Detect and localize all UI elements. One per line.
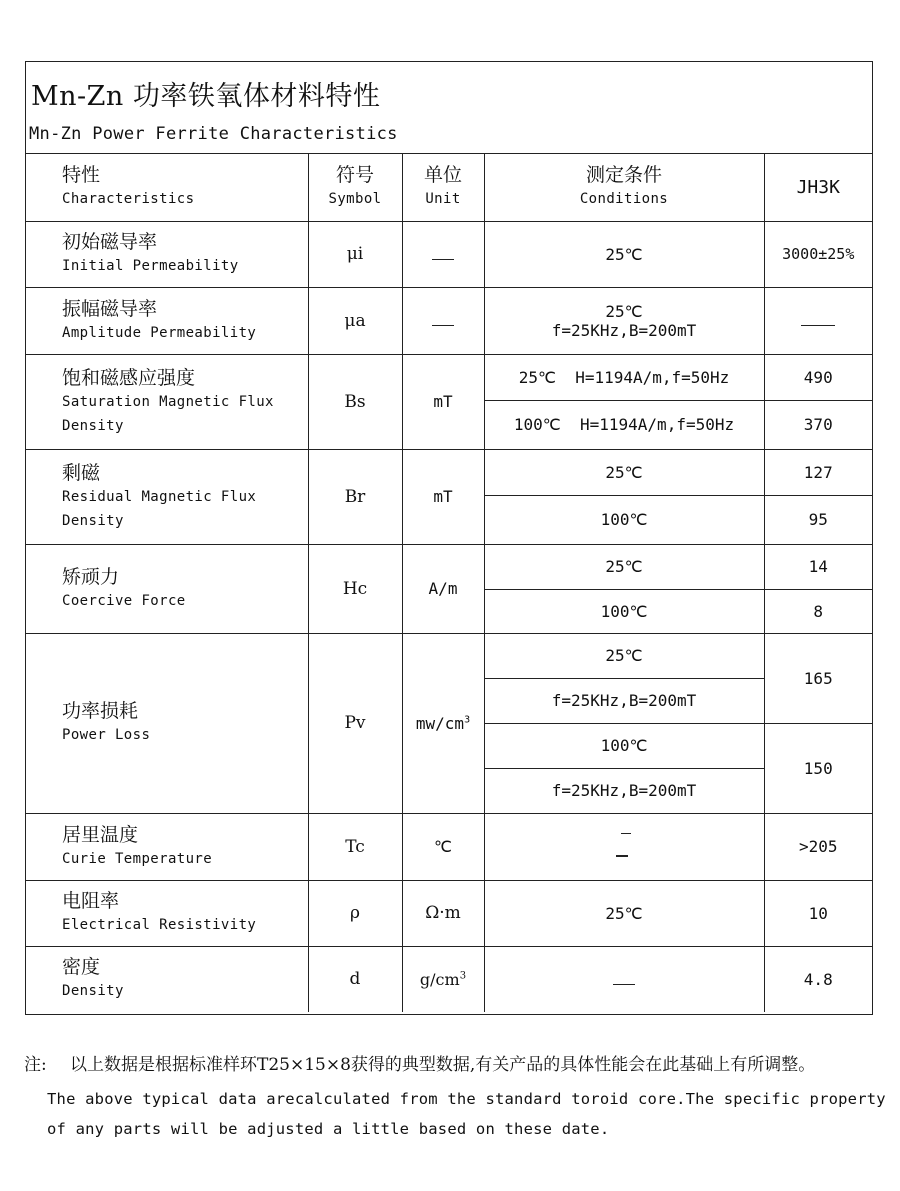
row-name-en: Coercive Force [62, 592, 186, 609]
empty-dash [432, 249, 454, 260]
row-name-cell [26, 449, 308, 544]
col-header-conditions [484, 154, 764, 221]
row-name-zh: 剩磁 [62, 461, 101, 484]
empty-dash [613, 974, 635, 985]
unit-exponent: 3 [459, 970, 467, 982]
spec-sheet [25, 61, 873, 1015]
row-name-en: Density [62, 983, 124, 1000]
condition-line: f=25KHz,B=200mT [551, 320, 697, 340]
value-cell: 4.8 [764, 946, 872, 1012]
row-name-cell [26, 221, 308, 287]
footnote-label: 注: [24, 1055, 47, 1075]
footnote-en: The above typical data arecalculated from the standard toroid core.The specific property of any parts will be adjusted a little based on these date. [47, 1090, 886, 1138]
value-cell: 127 [764, 449, 872, 495]
characteristics-table [26, 154, 872, 1012]
unit-cell: mT [402, 449, 484, 544]
condition-cell: 25℃ H=1194A/m,f=50Hz [484, 354, 764, 400]
symbol-cell: Hc [308, 544, 402, 633]
value-cell: 95 [764, 495, 872, 544]
table-row [26, 946, 872, 1012]
row-name-cell [26, 544, 308, 633]
row-name-zh: 振幅磁导率 [62, 297, 158, 320]
row-name-zh: 饱和磁感应强度 [62, 366, 196, 389]
condition-cell: 25℃ [484, 221, 764, 287]
row-name-zh: 密度 [62, 956, 101, 979]
value-cell: 490 [764, 354, 872, 400]
unit-text: g/cm [419, 969, 460, 989]
footnote-zh [24, 1052, 884, 1078]
value-cell: >205 [764, 813, 872, 880]
col-header-symbol [308, 154, 402, 221]
condition-cell [484, 287, 764, 354]
condition-cell: 100℃ [484, 495, 764, 544]
unit-cell [402, 946, 484, 1012]
row-name-zh: 居里温度 [62, 823, 139, 846]
empty-dash [432, 315, 454, 326]
table-row [26, 287, 872, 354]
table-row [26, 221, 872, 287]
row-name-en: Power Loss [62, 727, 151, 743]
row-name-cell [26, 633, 308, 813]
condition-cell: 25℃ [484, 880, 764, 946]
row-name-en: Saturation Magnetic Flux Density [62, 393, 274, 434]
row-name-en: Curie Temperature [62, 850, 213, 867]
row-name-cell [26, 813, 308, 880]
condition-cell: 100℃ [484, 723, 764, 768]
row-name-en: Electrical Resistivity [62, 917, 257, 933]
col-header-conditions-en: Conditions [579, 191, 669, 208]
row-name-zh: 功率损耗 [62, 700, 139, 722]
row-name-zh: 初始磁导率 [62, 231, 158, 253]
col-header-unit [402, 154, 484, 221]
row-name-en: Residual Magnetic Flux Density [62, 488, 257, 529]
condition-cell: f=25KHz,B=200mT [484, 678, 764, 723]
row-name-cell [26, 287, 308, 354]
col-header-symbol-zh: 符号 [335, 164, 374, 187]
condition-cell: 100℃ [484, 589, 764, 633]
table-row [26, 880, 872, 946]
row-name-cell [26, 354, 308, 449]
value-cell: 370 [764, 400, 872, 449]
table-row [26, 633, 872, 678]
condition-cell: 25℃ [484, 544, 764, 589]
value-cell: 150 [764, 723, 872, 813]
col-header-conditions-zh: 测定条件 [585, 164, 662, 187]
col-header-grade: JH3K [764, 154, 872, 221]
value-cell: 14 [764, 544, 872, 589]
footnote [24, 1052, 884, 1144]
condition-cell [484, 813, 764, 880]
col-header-unit-en: Unit [425, 191, 461, 208]
table-row [26, 449, 872, 495]
unit-cell: ℃ [402, 813, 484, 880]
row-name-en: Initial Permeability [62, 258, 239, 274]
unit-cell: Ω·m [402, 880, 484, 946]
page-title-zh: Mn-Zn 功率铁氧体材料特性 [31, 81, 381, 112]
value-cell: 8 [764, 589, 872, 633]
footnote-zh-text: 以上数据是根据标准样环T25×15×8获得的典型数据,有关产品的具体性能会在此基础上有所调整。 [70, 1055, 816, 1075]
page-title-en: Mn-Zn Power Ferrite Characteristics [29, 124, 398, 144]
table-row [26, 354, 872, 400]
symbol-cell: μa [308, 287, 402, 354]
unit-cell: A/m [402, 544, 484, 633]
row-name-cell [26, 946, 308, 1012]
row-name-en: Amplitude Permeability [62, 324, 257, 341]
row-name-zh: 矫顽力 [62, 565, 120, 588]
symbol-cell: d [308, 946, 402, 1012]
row-name-zh: 电阻率 [62, 890, 120, 912]
condition-cell: 25℃ [484, 633, 764, 678]
condition-cell: f=25KHz,B=200mT [484, 768, 764, 813]
symbol-cell: Tc [308, 813, 402, 880]
table-row [26, 544, 872, 589]
col-header-characteristics-en: Characteristics [62, 191, 195, 208]
value-cell [764, 287, 872, 354]
col-header-unit-zh: 单位 [423, 164, 462, 187]
unit-exponent: 3 [464, 714, 471, 726]
value-cell: 10 [764, 880, 872, 946]
condition-cell: 25℃ [484, 449, 764, 495]
col-header-characteristics [26, 154, 308, 221]
unit-cell [402, 221, 484, 287]
unit-cell [402, 633, 484, 813]
table-header-row [26, 154, 872, 221]
unit-text: mw/cm [415, 713, 465, 733]
value-cell: 3000±25% [764, 221, 872, 287]
value-cell: 165 [764, 633, 872, 723]
empty-dash [616, 833, 632, 857]
symbol-cell: Br [308, 449, 402, 544]
condition-cell [484, 946, 764, 1012]
symbol-cell: ρ [308, 880, 402, 946]
col-header-symbol-en: Symbol [328, 191, 382, 208]
table-row [26, 813, 872, 880]
symbol-cell: μi [308, 221, 402, 287]
condition-line: 25℃ [605, 301, 643, 321]
empty-dash [801, 315, 835, 326]
col-header-characteristics-zh: 特性 [62, 164, 101, 187]
condition-cell: 100℃ H=1194A/m,f=50Hz [484, 400, 764, 449]
unit-cell [402, 287, 484, 354]
unit-cell: mT [402, 354, 484, 449]
row-name-cell [26, 880, 308, 946]
symbol-cell: Pv [308, 633, 402, 813]
sheet-header [26, 62, 872, 154]
symbol-cell: Bs [308, 354, 402, 449]
